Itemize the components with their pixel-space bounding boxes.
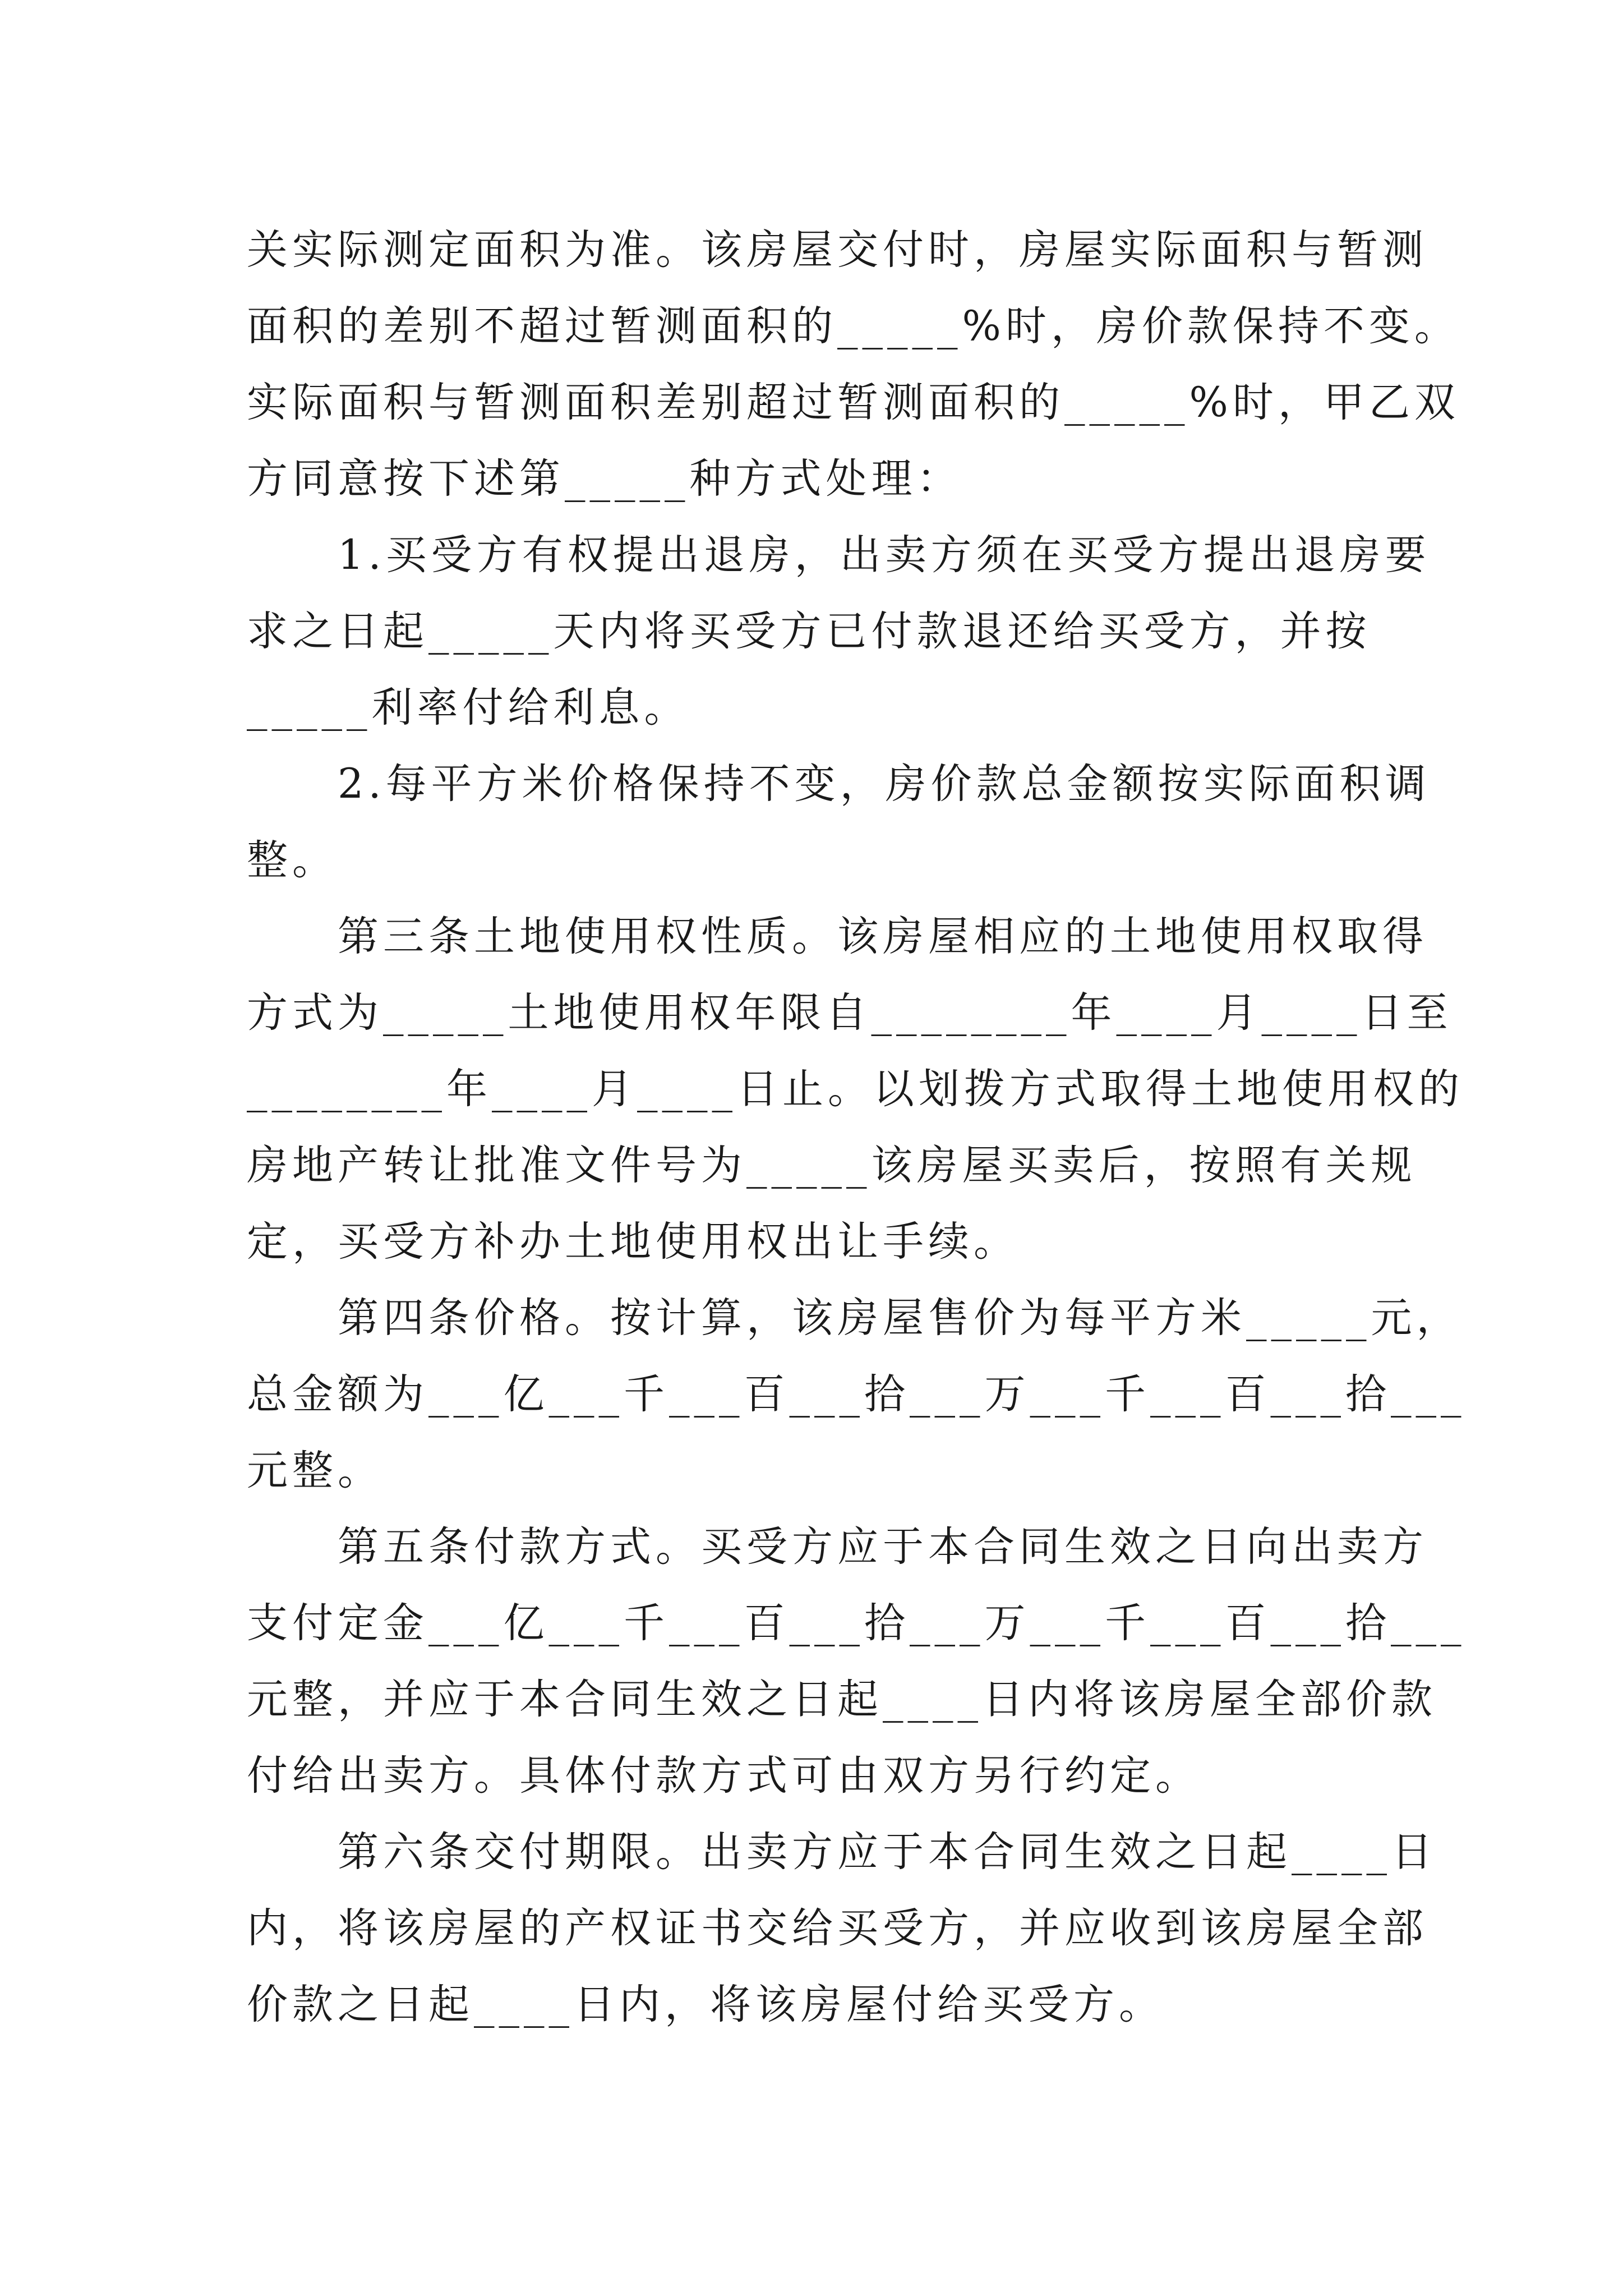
text-line: 整。 — [247, 836, 338, 884]
text-line: 第三条土地使用权性质。该房屋相应的土地使用权取得 — [338, 913, 1428, 960]
text-line: 元整。 — [247, 1447, 383, 1494]
text-line: 1.买受方有权提出退房，出卖方须在买受方提出退房要 — [338, 531, 1431, 579]
text-line: 付给出卖方。具体付款方式可由双方另行约定。 — [247, 1752, 1201, 1800]
text-line: 价款之日起____日内，将该房屋付给买受方。 — [247, 1981, 1164, 2028]
text-line: 总金额为___亿___千___百___拾___万___千___百___拾___ — [247, 1370, 1466, 1418]
text-line: 方同意按下述第_____种方式处理： — [247, 455, 962, 503]
text-line: 关实际测定面积为准。该房屋交付时，房屋实际面积与暂测 — [247, 226, 1428, 274]
text-line: 第四条价格。按计算，该房屋售价为每平方米_____元， — [338, 1294, 1462, 1342]
text-line: 内，将该房屋的产权证书交给买受方，并应收到该房屋全部 — [247, 1904, 1428, 1952]
text-line: 求之日起_____天内将买受方已付款退还给买受方，并按 — [247, 608, 1371, 655]
text-line: 面积的差别不超过暂测面积的_____%时，房价款保持不变。 — [247, 302, 1460, 350]
text-line: ________年____月____日止。以划拨方式取得土地使用权的 — [247, 1065, 1464, 1113]
text-line: 实际面积与暂测面积差别超过暂测面积的_____%时，甲乙双 — [247, 379, 1460, 426]
text-line: 定，买受方补办土地使用权出让手续。 — [247, 1218, 1019, 1266]
text-line: 第五条付款方式。买受方应于本合同生效之日向出卖方 — [338, 1523, 1428, 1571]
text-line: 支付定金___亿___千___百___拾___万___千___百___拾___ — [247, 1599, 1466, 1647]
text-line: 第六条交付期限。出卖方应于本合同生效之日起____日 — [338, 1828, 1437, 1876]
text-line: 元整，并应于本合同生效之日起____日内将该房屋全部价款 — [247, 1676, 1437, 1723]
text-line: _____利率付给利息。 — [247, 684, 690, 731]
text-line: 房地产转让批准文件号为_____该房屋买卖后，按照有关规 — [247, 1142, 1417, 1189]
text-line: 方式为_____土地使用权年限自________年____月____日至 — [247, 989, 1453, 1037]
text-line: 2.每平方米价格保持不变，房价款总金额按实际面积调 — [338, 760, 1431, 808]
